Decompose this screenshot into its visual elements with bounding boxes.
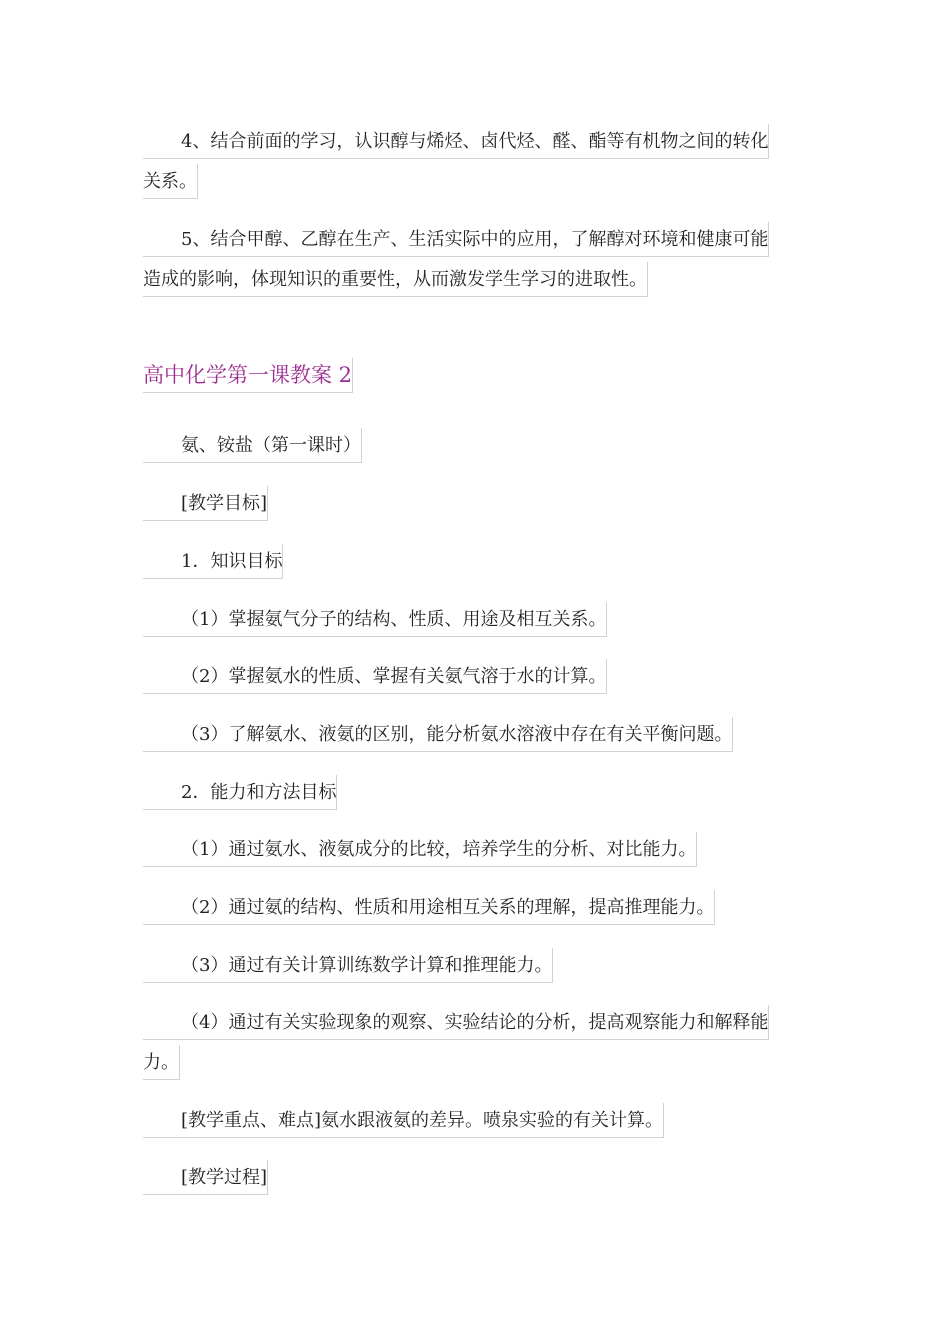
- ability-item-text: （3）通过有关计算训练数学计算和推理能力。: [143, 948, 553, 983]
- knowledge-item: [143, 600, 805, 640]
- paragraph-line: 关系。: [143, 164, 198, 199]
- ability-item-4: [143, 1003, 805, 1083]
- ability-item-text: 力。: [143, 1045, 180, 1080]
- subtitle-text: 氨、铵盐（第一课时）: [143, 428, 362, 463]
- knowledge-item: [143, 657, 805, 697]
- knowledge-label: [143, 542, 805, 582]
- knowledge-item: [143, 715, 805, 755]
- knowledge-label-text: 1．知识目标: [143, 544, 283, 579]
- paragraph-line: 4、结合前面的学习，认识醇与烯烃、卤代烃、醛、酯等有机物之间的转化: [143, 124, 769, 159]
- ability-item: [143, 888, 805, 928]
- ability-label-text: 2．能力和方法目标: [143, 775, 337, 810]
- ability-item-text: （2）通过氨的结构、性质和用途相互关系的理解，提高推理能力。: [143, 890, 715, 925]
- ability-item: [143, 946, 805, 986]
- process-label-text: [教学过程]: [143, 1160, 268, 1195]
- key-points-text: [教学重点、难点]氨水跟液氨的差异。喷泉实验的有关计算。: [143, 1103, 664, 1138]
- section-heading-text: 高中化学第一课教案 2: [143, 358, 353, 393]
- paragraph-line: 造成的影响，体现知识的重要性，从而激发学生学习的进取性。: [143, 262, 648, 297]
- goals-label-text: [教学目标]: [143, 486, 268, 521]
- paragraph-4: [143, 122, 805, 202]
- knowledge-item-text: （1）掌握氨气分子的结构、性质、用途及相互关系。: [143, 602, 607, 637]
- ability-label: [143, 773, 805, 813]
- process-label: [143, 1158, 805, 1198]
- lesson-subtitle: [143, 426, 805, 466]
- ability-item-text: （4）通过有关实验现象的观察、实验结论的分析，提高观察能力和解释能: [143, 1005, 769, 1040]
- paragraph-line: 5、结合甲醇、乙醇在生产、生活实际中的应用，了解醇对环境和健康可能: [143, 222, 769, 257]
- paragraph-5: [143, 220, 805, 300]
- ability-item: [143, 830, 805, 870]
- goals-label: [143, 484, 805, 524]
- knowledge-item-text: （2）掌握氨水的性质、掌握有关氨气溶于水的计算。: [143, 659, 607, 694]
- ability-item-text: （1）通过氨水、液氨成分的比较，培养学生的分析、对比能力。: [143, 832, 697, 867]
- key-points: [143, 1101, 805, 1141]
- knowledge-item-text: （3）了解氨水、液氨的区别，能分析氨水溶液中存在有关平衡问题。: [143, 717, 733, 752]
- section-heading: [143, 358, 353, 393]
